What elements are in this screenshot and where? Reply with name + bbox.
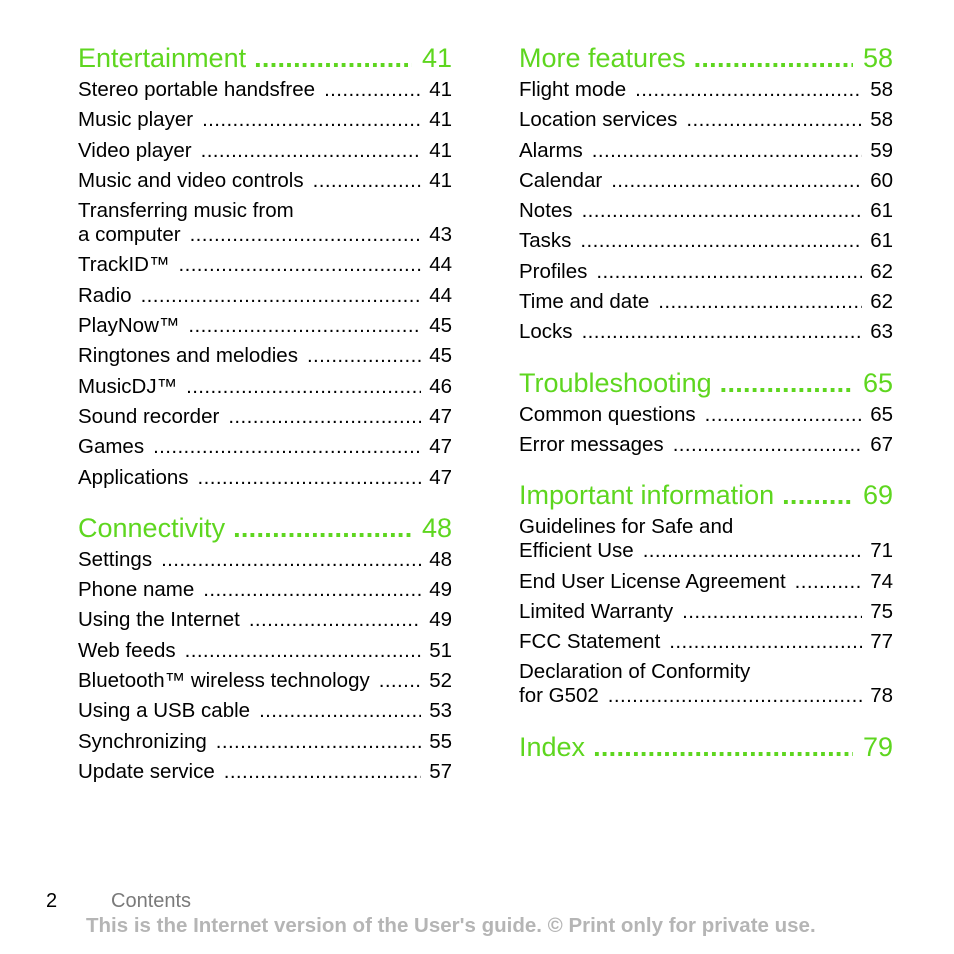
dot-leader xyxy=(141,284,422,308)
toc-entry-title: Web feeds xyxy=(78,638,176,662)
toc-heading-connectivity[interactable] xyxy=(78,512,452,544)
section-gap xyxy=(519,463,893,479)
toc-entry-web-feeds[interactable] xyxy=(78,639,452,663)
dot-leader xyxy=(161,548,421,572)
toc-entry-title: Stereo portable handsfree xyxy=(78,78,316,101)
toc-entry-trackid[interactable] xyxy=(78,253,452,277)
toc-entry-using-the-internet[interactable] xyxy=(78,608,452,632)
page-number: 2 xyxy=(46,890,58,912)
toc-entry-fcc-statement[interactable] xyxy=(519,630,893,654)
toc-entry-page: 45 xyxy=(429,344,452,368)
toc-heading-index[interactable] xyxy=(519,731,893,763)
toc-entry-synchronizing[interactable] xyxy=(78,730,452,754)
toc-entry-title: Phone name xyxy=(78,578,195,602)
dot-leader xyxy=(795,570,863,594)
toc-entry-ringtones-and-melodies[interactable] xyxy=(78,344,452,368)
toc-entry-page: 61 xyxy=(870,229,893,253)
toc-entry-title: Alarms xyxy=(519,138,583,162)
dot-leader xyxy=(190,223,422,247)
section-label: Contents xyxy=(111,890,192,912)
toc-heading-more-features[interactable] xyxy=(519,42,893,74)
toc-heading-page: 58 xyxy=(862,43,893,73)
toc-entry-page: 62 xyxy=(870,290,893,314)
toc-entry-bluetooth[interactable] xyxy=(78,669,452,693)
toc-entry-title: Music player xyxy=(78,108,194,132)
toc-entry-radio[interactable] xyxy=(78,284,452,308)
toc-entry-title: Tasks xyxy=(519,229,572,253)
toc-entry-title-line2: for G502 xyxy=(519,684,599,708)
toc-entry-page: 41 xyxy=(429,138,452,162)
toc-entry-page: 41 xyxy=(429,78,452,101)
toc-right-column xyxy=(519,42,893,767)
dot-leader xyxy=(228,405,421,429)
toc-entry-page: 67 xyxy=(870,432,893,456)
toc-entry-line2 xyxy=(519,684,893,708)
toc-entry-music-player[interactable] xyxy=(78,108,452,132)
toc-heading-title: Index xyxy=(519,731,586,762)
toc-entry-page: 45 xyxy=(429,314,452,338)
toc-entry-line2 xyxy=(519,539,893,563)
toc-entry-notes[interactable] xyxy=(519,199,893,223)
toc-entry-title: Applications xyxy=(78,465,189,489)
toc-entry-page: 41 xyxy=(429,168,452,192)
toc-entry-calendar[interactable] xyxy=(519,169,893,193)
dot-leader xyxy=(324,78,421,102)
toc-entry-declaration-of-conformity[interactable] xyxy=(519,660,893,708)
toc-heading-important-information[interactable] xyxy=(519,479,893,511)
toc-heading-page: 69 xyxy=(862,480,893,511)
dot-leader xyxy=(313,169,422,193)
dot-leader xyxy=(153,435,421,459)
toc-entry-page: 52 xyxy=(429,669,452,693)
toc-entry-title: Using a USB cable xyxy=(78,699,251,723)
toc-entry-locks[interactable] xyxy=(519,320,893,344)
toc-heading-title: More features xyxy=(519,43,686,73)
toc-entry-profiles[interactable] xyxy=(519,260,893,284)
toc-heading-page: 41 xyxy=(421,43,452,73)
toc-entry-page: 44 xyxy=(429,283,452,307)
toc-entry-title: Video player xyxy=(78,138,192,162)
toc-entry-page: 57 xyxy=(429,759,452,783)
toc-heading-entertainment[interactable] xyxy=(78,42,452,74)
toc-entry-title: Using the Internet xyxy=(78,608,240,632)
toc-entry-sound-recorder[interactable] xyxy=(78,405,452,429)
toc-entry-flight-mode[interactable] xyxy=(519,78,893,102)
toc-entry-title-line1: Guidelines for Safe and xyxy=(519,515,734,539)
toc-entry-page: 47 xyxy=(429,435,452,459)
toc-entry-limited-warranty[interactable] xyxy=(519,600,893,624)
dot-leader xyxy=(596,260,862,284)
toc-entry-title-line2: Efficient Use xyxy=(519,539,634,563)
dot-leader xyxy=(582,199,863,223)
toc-heading-page: 79 xyxy=(862,731,893,762)
toc-entry-page: 60 xyxy=(870,168,893,192)
toc-entry-phone-name[interactable] xyxy=(78,578,452,602)
dot-leader xyxy=(720,367,853,399)
dot-leader xyxy=(201,139,422,163)
dot-leader xyxy=(259,699,421,723)
dot-leader xyxy=(582,320,863,344)
dot-leader xyxy=(185,639,422,663)
toc-entry-page: 63 xyxy=(870,320,893,344)
toc-entry-update-service[interactable] xyxy=(78,760,452,784)
toc-entry-alarms[interactable] xyxy=(519,139,893,163)
toc-entry-title: Update service xyxy=(78,759,215,783)
toc-entry-page: 47 xyxy=(429,404,452,428)
toc-entry-title: MusicDJ™ xyxy=(78,374,178,398)
toc-entry-page: 62 xyxy=(870,259,893,283)
toc-entry-title: End User License Agreement xyxy=(519,569,786,593)
toc-heading-title: Troubleshooting xyxy=(519,367,712,398)
dot-leader xyxy=(705,403,863,427)
dot-leader xyxy=(202,108,421,132)
toc-entry-page: 48 xyxy=(429,547,452,571)
toc-heading-troubleshooting[interactable] xyxy=(519,367,893,399)
toc-entry-stereo-portable-handsfree[interactable] xyxy=(78,78,452,102)
toc-entry-page: 71 xyxy=(870,539,893,563)
section-gap xyxy=(78,496,452,512)
dot-leader xyxy=(254,42,412,74)
toc-entry-guidelines[interactable] xyxy=(519,515,893,563)
dot-leader xyxy=(673,433,863,457)
toc-entry-title: Music and video controls xyxy=(78,168,304,192)
dot-leader xyxy=(203,578,421,602)
toc-entry-page: 51 xyxy=(429,638,452,662)
dot-leader xyxy=(669,630,862,654)
toc-entry-musicdj[interactable] xyxy=(78,375,452,399)
toc-heading-page: 65 xyxy=(862,367,893,398)
toc-entry-title: Notes xyxy=(519,199,573,223)
dot-leader xyxy=(186,375,421,399)
toc-entry-page: 49 xyxy=(429,608,452,632)
toc-entry-title: Locks xyxy=(519,320,573,344)
dot-leader xyxy=(216,730,421,754)
dot-leader xyxy=(643,539,862,563)
toc-entry-line2 xyxy=(78,223,452,247)
dot-leader xyxy=(611,169,862,193)
toc-entry-page: 43 xyxy=(429,223,452,247)
toc-entry-title-line1: Transferring music from xyxy=(78,199,294,223)
toc-entry-title: Bluetooth™ wireless technology xyxy=(78,669,370,693)
toc-entry-page: 59 xyxy=(870,138,893,162)
section-gap xyxy=(519,351,893,367)
dot-leader xyxy=(580,229,862,253)
toc-entry-video-player[interactable] xyxy=(78,139,452,163)
toc-entry-eula[interactable] xyxy=(519,570,893,594)
toc-entry-location-services[interactable] xyxy=(519,108,893,132)
dot-leader xyxy=(782,479,853,511)
section-gap xyxy=(519,715,893,731)
toc-entry-page: 49 xyxy=(429,578,452,602)
toc-entry-page: 44 xyxy=(429,253,452,277)
toc-entry-error-messages[interactable] xyxy=(519,433,893,457)
toc-entry-page: 58 xyxy=(870,108,893,132)
toc-entry-title: Radio xyxy=(78,283,132,307)
toc-entry-page: 77 xyxy=(870,630,893,654)
toc-entry-common-questions[interactable] xyxy=(519,403,893,427)
toc-entry-page: 65 xyxy=(870,402,893,426)
dot-leader xyxy=(686,108,862,132)
toc-heading-title: Important information xyxy=(519,480,775,511)
dot-leader xyxy=(658,290,862,314)
toc-entry-playnow[interactable] xyxy=(78,314,452,338)
dot-leader xyxy=(307,344,421,368)
dot-leader xyxy=(592,139,862,163)
dot-leader xyxy=(593,731,853,763)
toc-entry-title: Common questions xyxy=(519,402,696,426)
toc-entry-page: 58 xyxy=(870,78,893,101)
dot-leader xyxy=(224,760,421,784)
toc-entry-title: FCC Statement xyxy=(519,630,661,654)
toc-entry-title: Calendar xyxy=(519,168,603,192)
toc-entry-title: Synchronizing xyxy=(78,729,207,753)
dot-leader xyxy=(635,78,862,102)
toc-entry-title: Games xyxy=(78,435,145,459)
toc-entry-title: Time and date xyxy=(519,290,650,314)
toc-entry-games[interactable] xyxy=(78,435,452,459)
dot-leader xyxy=(188,314,421,338)
toc-entry-settings[interactable] xyxy=(78,548,452,572)
footer-notice: This is the Internet version of the User's guide. © Print only for private use. xyxy=(86,914,816,937)
toc-entry-title: Limited Warranty xyxy=(519,599,674,623)
toc-entry-transferring-music[interactable] xyxy=(78,199,452,247)
toc-entry-page: 53 xyxy=(429,699,452,723)
dot-leader xyxy=(179,253,422,277)
toc-entry-page: 74 xyxy=(870,569,893,593)
toc-entry-time-and-date[interactable] xyxy=(519,290,893,314)
toc-entry-title-line2: a computer xyxy=(78,223,181,247)
dot-leader xyxy=(694,42,853,74)
toc-entry-title: Profiles xyxy=(519,259,588,283)
toc-entry-page: 55 xyxy=(429,729,452,753)
toc-heading-page: 48 xyxy=(421,512,452,543)
toc-entry-page: 61 xyxy=(870,199,893,223)
toc-heading-title: Entertainment xyxy=(78,43,247,73)
toc-entry-page: 47 xyxy=(429,465,452,489)
toc-entry-title: PlayNow™ xyxy=(78,314,180,338)
toc-entry-page: 78 xyxy=(870,684,893,708)
toc-entry-title: Flight mode xyxy=(519,78,627,101)
toc-entry-title: Ringtones and melodies xyxy=(78,344,298,368)
toc-entry-tasks[interactable] xyxy=(519,229,893,253)
dot-leader xyxy=(249,608,421,632)
toc-entry-usb-cable[interactable] xyxy=(78,699,452,723)
dot-leader xyxy=(379,669,421,693)
dot-leader xyxy=(198,466,422,490)
toc-entry-title: Settings xyxy=(78,547,153,571)
toc-heading-title: Connectivity xyxy=(78,512,226,543)
dot-leader xyxy=(608,684,862,708)
toc-entry-page: 75 xyxy=(870,599,893,623)
dot-leader xyxy=(682,600,862,624)
toc-entry-title: Sound recorder xyxy=(78,404,220,428)
toc-entry-applications[interactable] xyxy=(78,466,452,490)
toc-entry-title-line1: Declaration of Conformity xyxy=(519,660,751,684)
dot-leader xyxy=(233,512,412,544)
toc-left-column xyxy=(78,42,452,790)
toc-entry-title: Location services xyxy=(519,108,678,132)
toc-entry-page: 46 xyxy=(429,374,452,398)
toc-entry-title: TrackID™ xyxy=(78,253,170,277)
toc-entry-title: Error messages xyxy=(519,432,664,456)
toc-entry-music-and-video-controls[interactable] xyxy=(78,169,452,193)
toc-entry-page: 41 xyxy=(429,108,452,132)
